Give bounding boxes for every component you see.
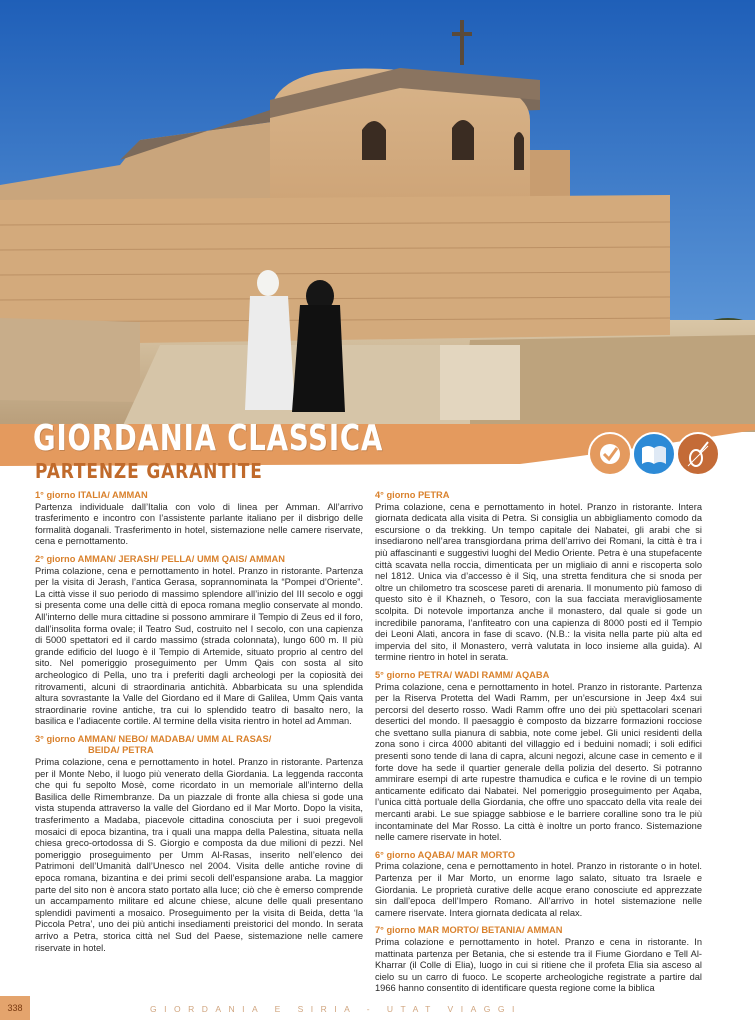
itinerary-right-column	[375, 490, 702, 995]
day-heading: 3° giorno AMMAN/ NEBO/ MADABA/ UMM AL RASAS/ BEIDA/ PETRA	[35, 733, 272, 756]
open-book-icon	[632, 432, 676, 476]
page-title: GIORDANIA CLASSICA	[33, 418, 384, 459]
day-heading: 6° giorno AQABA/ MAR MORTO	[375, 849, 516, 860]
day-text: Prima colazione, cena e pernottamento in hotel. Pranzo in ristorante. Partenza per il Monte Nebo, il luogo più venerato della Giordania. La leggenda racconta che qui fu sepolto Mosè, come ricordato in un memoriale all’interno della Basilica delle Rimembranze. Da un piazzale di fronte alla chiesa si gode una vista stupenda attraverso la valle del Giordano ed il Mar Morto. Dopo la visita, trasferimento a Madaba, piacevole cittadina conosciuta per i suoi pregevoli mosaici di epoca bizantina, tra i quali una mappa della Palestina, situata nella chiesa greco-ortodossa di S. Giorgio e composta da due milioni di pezzi. Nel pomeriggio proseguimento per Umm Al-Rasas, inserito nell’elenco dei Patrimoni dell’Umanità dall’Unesco nel 2004. Visita delle antiche rovine di epoca romana, bizantina e dei primi secoli dell’espansione araba. La maggior parte del sito non è ancora stato portato alla luce; ciò che è emerso comprende un accampamento militare ed alcune chiese, alcune delle quali presentano splendidi pavimenti a mosaico. Proseguimento per la visita di Beida, detta ‘la Piccola Petra’, uno dei più antichi insediamenti preistorici del mondo. In serata arrivo a Petra, storica città nel Sud del Paese, sistemazione nelle camere riservate in hotel.	[35, 757, 363, 953]
page-number: 338	[0, 996, 30, 1020]
day-heading: 2° giorno AMMAN/ JERASH/ PELLA/ UMM QAIS/ AMMAN	[35, 553, 285, 564]
day-heading: 4° giorno PETRA	[375, 490, 450, 500]
day-text: Prima colazione, cena e pernottamento in hotel. Pranzo in ristorante. Intera giornata dedicata alla visita di Petra. Si consiglia un abbigliamento comodo da escursione o da trekking. Un tempo capitale dei Nabatei, gli arabi che si insediarono nell’area transgiordana prima dell’arrivo dei Romani, la città è tra i più affascinanti e suggestivi luoghi del Medio Oriente. Petra è una stupefacente città scavata nella roccia, dimenticata per un migliaio di anni e riscoperta solo nel 1812. Unica via d’accesso è il Siq, una stretta fenditura che si snoda per oltre un chilometro tra scoscese pareti di arenaria. Il monumento più famoso di questo sito è il Khazneh, o Tesoro, con la sua facciata meravigliosamente scolpita. Di notevole importanza anche il monastero, dal quale si gode un incredibile panorama, l’anfiteatro con una capienza di 8000 posti ed il Tempio dei Leoni Alati, ancora in fase di scavo. (N.B.: la visita nella parte più alta ed impervia del sito, il Monastero, verrà valutata in loco insieme alla guida). Al termine rientro in hotel in serata.	[375, 501, 702, 663]
day-text: Prima colazione, cena e pernottamento in hotel. Pranzo in ristorante. Partenza per la Riserva Protetta del Wadi Ramm, per un’escursione in Jeep 4x4 sui percorsi del deserto rosso. Wadi Ramm offre uno dei più spettacolari scenari desertici del mondo. Il paesaggio è composto da bizzarre formazioni rocciose che svettano sulla pianura di sabbia, note come jebel. Gli unici residenti della zona sono i circa 4000 abitanti del villaggio ed i beduini nomadi; i soli edifici presenti sono tende di lana di capra, alcuni negozi, alcune case in cemento e il forte dove ha sede il quartier generale della polizia del deserto. Si potranno ammirare esempi di arte rupestre thamudica e cufica e le rovine di un tempio anticamente edificato dai Nabatei. Nel pomeriggio proseguimento per Aqaba, l’unica città portuale della Giordania, che offre uno spaccato della vita reale dei mercanti arabi. Le sue spiagge sabbiose e le barriere coralline sono tra le più incontaminate del Mar Rosso. La città è inoltre un porto franco. Sistemazione nelle camere riservate in hotel.	[375, 681, 702, 843]
day-heading: 1° giorno ITALIA/ AMMAN	[35, 490, 148, 500]
page-subtitle: PARTENZE GARANTITE	[35, 459, 263, 483]
violin-icon	[676, 432, 720, 476]
check-seal-icon	[588, 432, 632, 476]
day-heading: 5° giorno PETRA/ WADI RAMM/ AQABA	[375, 669, 550, 680]
hero-photo	[0, 0, 755, 432]
itinerary-left-column	[35, 490, 363, 954]
day-text: Partenza individuale dall’Italia con volo di linea per Amman. All’arrivo trasferimento e incontro con l’assistente parlante italiano per il disbrigo delle formalità doganali. Trasferimento in hotel, sistemazione nelle camere riservate, cena e pernottamento.	[35, 501, 363, 547]
day-text: Prima colazione, cena e pernottamento in hotel. Pranzo in ristorante o in hotel. Partenza per il Mar Morto, un enorme lago salato, situato tra Israele e Giordania. Le proprietà curative delle acque erano conosciute ed apprezzate sin dall’epoca dell’Impero Romano. All’arrivo in hotel sistemazione nelle camere riservate. Intera giornata dedicata al relax.	[375, 861, 702, 918]
footer-running-title: GIORDANIA E SIRIA - UTAT VIAGGI	[150, 1004, 522, 1014]
day-text: Prima colazione, cena e pernottamento in hotel. Pranzo in ristorante. Partenza per la visita di Jerash, l’antica Gerasa, soprannominata la “Pompei d’Oriente”. La città visse il suo periodo di massimo splendore all’inizio del III secolo e oggi si presenta come una delle città di epoca romana meglio conservate al mondo. All’interno delle mura cittadine si possono ammirare il Tempio di Zeus ed il foro, dall’insolita forma ovale; il Teatro Sud, costruito nel I secolo, con una capienza di 5000 spettatori ed il cardo massimo (strada colonnata), lungo 600 m. Il più grande edificio del luogo è il Tempio di Artemide, situato proprio al centro del sito. Nel pomeriggio proseguimento per Umm Qais con sosta al sito archeologico di Pella, uno tra i preferiti dagli archeologi per la copiosità dei ritrovamenti, alcuni di straordinaria antichità. Abbarbicata su una splendida altura sovrastante la Valle del Giordano ed il Mare di Galilea, Umm Qais vanta straordinarie rovine antiche, tra cui lo splendido teatro di basalto nero, la basilica e l’adiacente cortile. Al termine della visita rientro in hotel ad Amman.	[35, 565, 363, 727]
day-text: Prima colazione e pernottamento in hotel. Pranzo e cena in ristorante. In mattinata partenza per Betania, che si estende tra il Fiume Giordano e Tell Al-Kharrar (il Colle di Elia), luogo in cui si ritiene che il profeta Elia sia asceso al cielo su un carro di fuoco. Le scoperte archeologiche registrate a partire dal 1966 hanno consentito di identificare questa regione come la biblica	[375, 936, 702, 994]
badge-row	[580, 432, 720, 476]
day-heading: 7° giorno MAR MORTO/ BETANIA/ AMMAN	[375, 925, 563, 936]
